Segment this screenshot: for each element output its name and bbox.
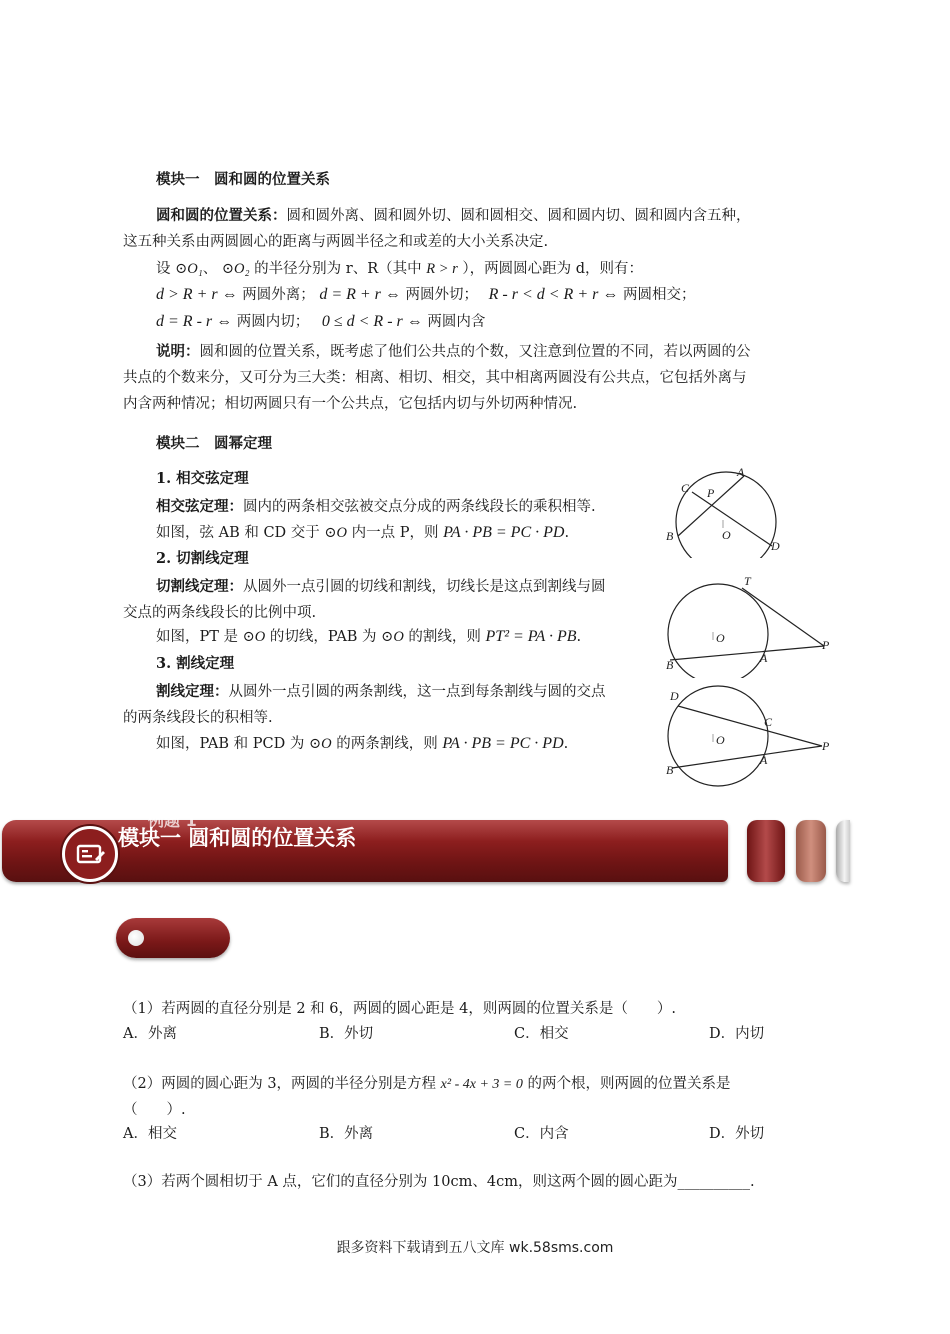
label-o: O [722,528,731,542]
theorem3-example-mid: 的两条割线，则 [336,736,438,752]
pill-dot-icon [128,930,144,946]
label-t: T [744,574,751,588]
theorem1-line [156,494,596,520]
label-o: O [716,631,725,645]
circle-o: ⊙O [381,629,404,645]
banner-title: 模块一 圆和圆的位置关系 [118,826,357,850]
theorem3-example [156,731,568,757]
question-2-stem-line2: （ ）. [123,1102,186,1118]
setup-line [156,256,643,282]
theorem1-formula: PA · PB = PC · PD [443,524,565,541]
question-2-option-b: B．外离 [319,1126,374,1142]
label-c: C [681,481,690,495]
circle-o2: ⊙O₂ [221,261,250,277]
relation-ext-tangent-math: d = R + r ⇔ [319,286,401,303]
question-2-equation: x² - 4x + 3 = 0 [440,1077,523,1092]
page-footer: 跟多资料下载请到五八文库 wk.58sms.com [336,1240,614,1256]
theorem3-label: 割线定理： [156,683,229,700]
theorem3-end: . [563,736,569,752]
secant-pab [670,646,824,660]
relation-contain-math: 0 ≤ d < R - r ⇔ [321,313,423,330]
setup-sep: 、 [202,261,218,277]
question-1-option-a: A．外离 [123,1026,177,1042]
label-b: B [666,763,674,777]
label-a: A [760,651,768,665]
module2-heading: 模块二 圆幂定理 [156,435,272,452]
theorem1-text: 圆内的两条相交弦被交点分成的两条线段长的乘积相等. [243,499,596,515]
circle-o: ⊙O [308,736,332,752]
label-p: P [822,638,830,652]
relation-contain-text: 两圆内含 [427,314,486,330]
edit-icon [65,829,115,879]
banner-block-3 [836,820,850,882]
theorem1-end: . [564,525,570,541]
theorem2-example-mid2: 的割线，则 [408,629,481,645]
note-text1: 圆和圆的位置关系，既考虑了他们公共点的个数，又注意到位置的不同，若以两圆的公 [199,344,751,360]
question-1-option-d: D．内切 [709,1026,765,1042]
question-2-option-d: D．外切 [709,1126,765,1142]
r-condition: R > r [426,261,458,277]
question-2-suffix: 的两个根，则两圆的位置关系是 [527,1076,731,1092]
theorem3-heading: 3. 割线定理 [156,655,235,672]
label-p: P [707,486,715,500]
theorem1-example [156,520,569,546]
question-1-option-c: C．相交 [514,1026,569,1042]
question-3-stem: （3）若两个圆相切于 A 点，它们的直径分别为 10cm、4cm，则这两个圆的圆心距为__________. [123,1174,755,1190]
secant-pab [672,746,822,768]
question-1-option-b: B．外切 [319,1026,374,1042]
theorem2-example-mid: 的切线，PAB 为 [269,629,377,645]
tangent-pt [742,588,824,646]
theorem2-text1: 从圆外一点引圆的切线和割线，切线长是这点到割线与圆 [243,579,606,595]
question-2-option-c: C．内含 [514,1126,569,1142]
note-line3: 内含两种情况；相切两圆只有一个公共点，它包括内切与外切两种情况. [123,396,578,412]
relation-external-math: d > R + r ⇔ [156,286,238,303]
label-d: D [670,689,679,703]
relation-int-tangent-math: d = R - r ⇔ [156,313,233,330]
theorem3-example-prefix: 如图，PAB 和 PCD 为 [156,736,305,752]
label-p: P [822,739,830,753]
theorem1-heading: 1. 相交弦定理 [156,470,249,487]
question-1-stem: （1）若两圆的直径分别是 2 和 6，两圆的圆心距是 4，则两圆的位置关系是（ ）. [123,1001,676,1017]
theorem2-line2: 交点的两条线段长的比例中项. [123,605,317,621]
banner-block-1 [747,820,785,882]
question-2-stem [123,1071,730,1098]
theorem1-example-prefix: 如图，弦 AB 和 CD 交于 [156,525,320,541]
theorem2-end: . [576,629,582,645]
theorem2-label: 切割线定理： [156,578,243,595]
figure-two-secants [662,684,842,788]
definition-text: 圆和圆外离、圆和圆外切、圆和圆相交、圆和圆内切、圆和圆内含五种， [286,208,751,224]
circle-o1: ⊙O₁ [175,261,203,277]
definition-label: 圆和圆的位置关系： [156,207,287,224]
theorem2-heading: 2. 切割线定理 [156,550,249,567]
theorem1-label: 相交弦定理： [156,498,243,515]
banner-badge [62,826,118,882]
label-b: B [666,529,674,543]
theorem1-example-mid: 内一点 P，则 [351,525,439,541]
setup-mid: 的半径分别为 r、R（其中 [254,261,422,277]
definition-line1 [156,203,751,229]
note-line2: 共点的个数来分，又可分为三大类：相离、相切、相交，其中相离两圆没有公共点，它包括外离与 [123,370,747,386]
circle-o: ⊙O [324,525,348,541]
question-2-option-a: A．相交 [123,1126,177,1142]
theorem2-example [156,624,581,650]
relation-intersect-text: 两圆相交； [622,287,696,303]
figure-intersecting-chords [662,462,782,558]
question-2-prefix: （2）两圆的圆心距为 3，两圆的半径分别是方程 [123,1076,437,1092]
definition-line2: 这五种关系由两圆圆心的距离与两圆半径之和或差的大小关系决定. [123,234,549,250]
label-o: O [716,733,725,747]
chord-cd [692,492,772,546]
theorem3-formula: PA · PB = PC · PD [442,735,564,752]
label-d: D [771,539,780,553]
note-label: 说明： [156,343,200,360]
note-line1 [156,339,751,365]
theorem2-line1 [156,574,606,600]
module1-heading: 模块一 圆和圆的位置关系 [156,171,330,188]
theorem3-line2: 的两条线段长的积相等. [123,710,273,726]
relation-ext-tangent-text: 两圆外切； [405,287,479,303]
relation-intersect-math: R - r < d < R + r ⇔ [488,286,619,303]
secant-pcd [678,706,822,746]
relations-line2 [156,309,485,335]
theorem3-line1 [156,679,606,705]
theorem3-text1: 从圆外一点引圆的两条割线，这一点到每条割线与圆的交点 [228,684,606,700]
label-b: B [666,658,674,672]
theorem2-formula: PT² = PA · PB [485,628,577,645]
relation-int-tangent-text: 两圆内切； [236,314,310,330]
banner-faint-label: 例题 1 [148,811,197,830]
theorem2-example-prefix: 如图，PT 是 [156,629,239,645]
banner-block-2 [796,820,826,882]
relations-line1 [156,282,695,308]
figure-tangent-secant [662,574,842,678]
label-a: A [760,753,768,767]
setup-prefix: 设 [156,261,171,277]
label-a: A [737,465,745,479]
relation-external-text: 两圆外离； [242,287,315,303]
circle-o: ⊙O [242,629,266,645]
label-c: C [764,715,773,729]
setup-end: ），两圆圆心距为 d，则有： [462,261,644,277]
